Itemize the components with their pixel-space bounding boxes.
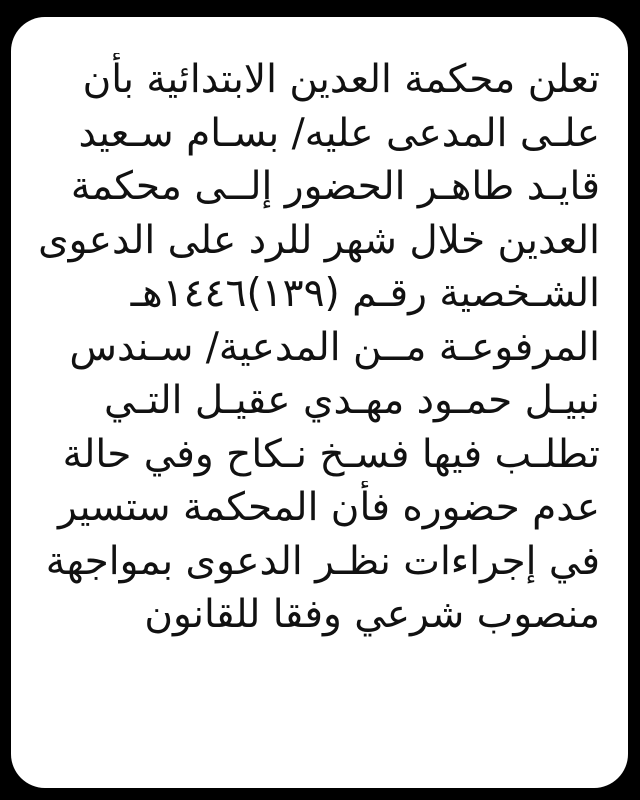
notice-line: العدين خلال شهر للرد على الدعوى: [38, 217, 600, 263]
notice-line: عدم حضوره فأن المحكمة ستسير: [58, 485, 600, 530]
notice-line: نبيـل حمـود مهـدي عقيـل التـي: [104, 378, 600, 423]
notice-line: الشـخصية رقـم (١٣٩)١٤٤٦هـ: [130, 271, 600, 316]
notice-card: [11, 17, 628, 788]
notice-line: تطلـب فيها فسـخ نـكاح وفي حالة: [62, 431, 600, 477]
notice-line: المرفوعـة مــن المدعية/ سـندس: [69, 324, 600, 370]
notice-line: علـى المدعى عليه/ بسـام سـعيد: [78, 110, 600, 156]
notice-line: قايـد طاهـر الحضور إلــى محكمة: [70, 164, 600, 209]
notice-line: في إجراءات نظـر الدعوى بمواجهة: [45, 538, 600, 584]
notice-line: منصوب شرعي وفقا للقانون: [144, 592, 600, 637]
notice-body: [33, 53, 600, 642]
notice-line: تعلن محكمة العدين الابتدائية بأن: [82, 57, 600, 102]
